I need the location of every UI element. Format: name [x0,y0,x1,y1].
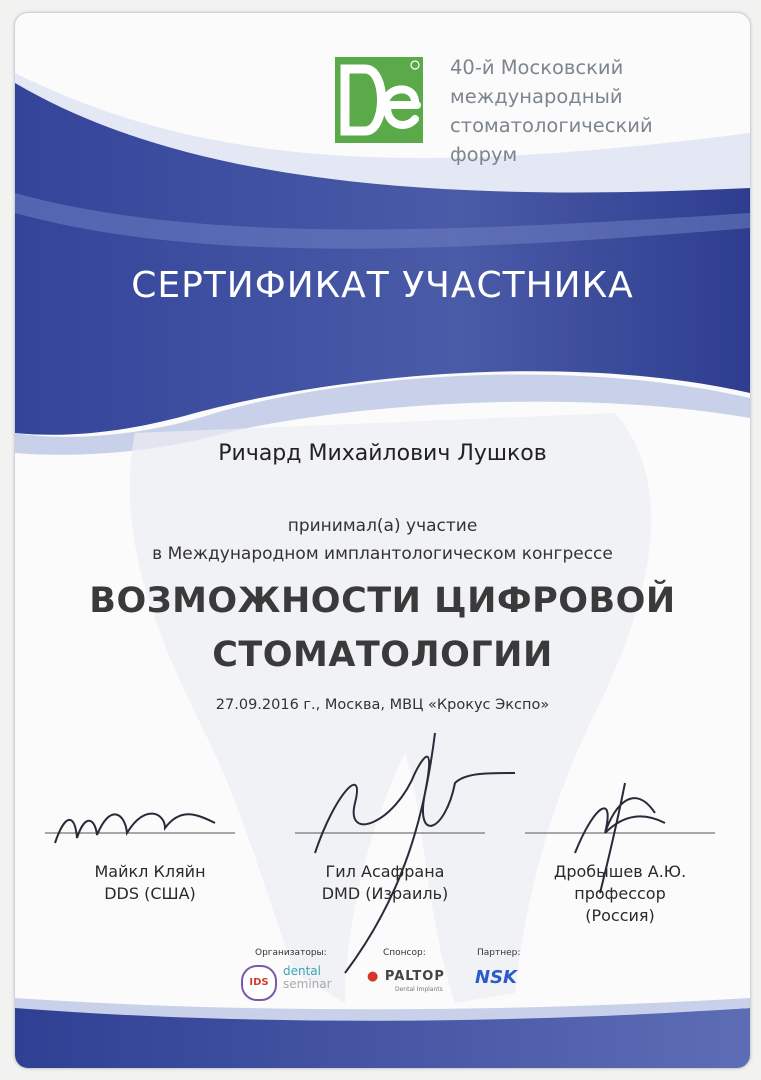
dental-seminar-logo [283,965,332,991]
dental-seminar-logo-a: dental [283,964,321,978]
date-place: 27.09.2016 г., Москва, МВЦ «Крокус Экспо» [215,697,550,713]
dental-seminar-logo-b: seminar [283,977,332,991]
signer-3-title: профессор [574,884,666,903]
signature-1-icon [55,814,215,843]
nsk-logo: NSK [475,967,517,988]
signer-2-title: DMD (Израиль) [321,884,449,903]
partner-label: Партнер: [477,948,521,958]
signer-3 [525,861,715,927]
congress-title-line-2: СТОМАТОЛОГИИ [212,635,553,675]
signature-2-icon [315,733,515,973]
sponsor-label: Спонсор: [383,948,426,958]
forum-line-3: стоматологический [450,114,653,137]
signer-2-name: Гил Асафрана [325,862,445,881]
paltop-mark-icon: ● [367,969,380,984]
signer-3-name: Дробышев А.Ю. [553,862,687,881]
signer-2 [285,861,485,905]
signer-1-name: Майкл Кляйн [94,862,206,881]
organizers-label: Организаторы: [255,948,327,958]
signer-1-title: DDS (США) [104,884,196,903]
congress-title-line-1: ВОЗМОЖНОСТИ ЦИФРОВОЙ [89,581,676,621]
participant-name: Ричард Михайлович Лушков [218,441,547,466]
forum-line-1: 40-й Московский [450,56,624,79]
paltop-logo-text: PALTOP [384,969,445,984]
certificate-sheet [14,12,751,1069]
ids-logo: IDS [241,965,277,1001]
forum-line-4: форум [450,143,518,166]
signer-3-country: (Россия) [585,906,655,925]
participation-line-1: принимал(а) участие [287,516,478,536]
certificate-title: СЕРТИФИКАТ УЧАСТНИКА [131,265,634,306]
paltop-subtitle: Dental Implants [395,986,443,993]
paltop-logo [367,969,445,984]
signer-1 [55,861,245,905]
forum-line-2: международный [450,85,623,108]
participation-line-2: в Международном имплантологическом конгрессе [152,544,613,564]
